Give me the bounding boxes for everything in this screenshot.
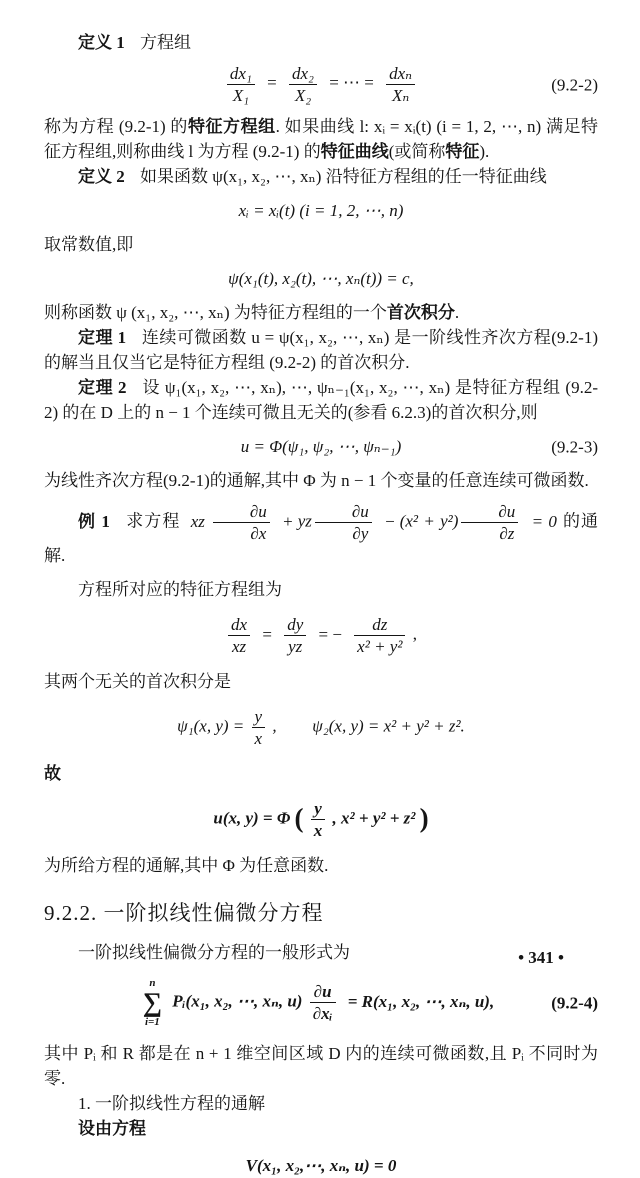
- paragraph-general-solution: 为线性齐次方程(9.2-1)的通解,其中 Φ 为 n − 1 个变量的任意连续可微函数.: [44, 471, 589, 491]
- fraction: $\frac{\text{dx₂}}{\text{X₂}}$: [289, 64, 317, 105]
- fraction: $\frac{dx}{xz}$: [228, 615, 250, 656]
- plus-sign: +: [283, 511, 293, 531]
- equation-9-2-4: n ∑ i=1 Pᵢ(x₁, x₂, ⋯, xₙ, u) $\frac{\partial u}{\text{∂xᵢ}}$ = R(x₁, x₂, ⋯, xₙ, u), (9.2-4): [142, 977, 598, 1029]
- summation-symbol: n ∑ i=1: [142, 977, 163, 1029]
- definition-1-text: 方程组: [140, 33, 192, 52]
- right-paren: ): [419, 803, 429, 834]
- paragraph-constant-value: 取常数值,即: [44, 235, 134, 255]
- equals-sign: =: [262, 624, 272, 644]
- equation-tag: (9.2-2): [551, 75, 598, 95]
- equation-characteristic-fractions: [44, 615, 598, 656]
- theorem-1-text: 连续可微函数 u = ψ(x₁, x₂, ⋯, xₙ) 是一阶线性齐次方程(9.2-1)的解当且仅当它是特征方程组 (9.2-2) 的首次积分.: [44, 328, 599, 373]
- paragraph-general-form: 一阶拟线性偏微分方程的一般形式为: [78, 943, 350, 963]
- fraction: $\frac{y}{x}$: [252, 707, 266, 748]
- definition-2-text: 如果函数 ψ(x₁, x₂, ⋯, xₙ) 沿特征方程组的任一特征曲线: [140, 167, 547, 187]
- fraction: $\frac{dz}{\text{x² + y²}}$: [354, 615, 405, 656]
- equation-tag: (9.2-3): [551, 437, 598, 457]
- page-number: • 341 •: [518, 948, 564, 967]
- theorem-2-label: 定理 2: [78, 378, 127, 398]
- theorem-1: [44, 325, 598, 375]
- fraction: $\frac{\partial u}{\partial y}$: [315, 502, 372, 543]
- term-characteristic: 特征: [445, 142, 480, 162]
- section-heading-9-2-2: 9.2.2. 一阶拟线性偏微分方程: [44, 901, 324, 926]
- fraction: $\frac{\partial u}{\partial x}$: [213, 502, 270, 543]
- paragraph-conditions: 其中 Pᵢ 和 R 都是在 n + 1 维空间区域 D 内的连续可微函数,且 Pᵢ 不同时为零.: [44, 1043, 598, 1088]
- definition-1: [44, 30, 598, 55]
- paragraph-two-integrals: 其两个无关的首次积分是: [44, 672, 231, 692]
- definition-2-label: 定义 2: [78, 167, 125, 187]
- example-1: 例 1 求方程 xz $\frac{\partial u}{\partial x}$ + yz $\frac{\partial u}{\partial y}$ − (x² + y²) $\frac{\partial u}{\partial z}$ = 0 的通解.: [44, 502, 599, 566]
- paragraph-therefore: 故: [44, 764, 61, 784]
- theorem-2-text: 设 ψ₁(x₁, x₂, ⋯, xₙ), ⋯, ψₙ₋₁(x₁, x₂, ⋯, xₙ) 是特征方程组 (9.2-2) 的在 D 上的 n − 1 个连续可微且无关的(参看 6.2.3)的首次积分,则: [44, 378, 598, 423]
- left-paren: (: [294, 803, 304, 834]
- theorem-1-label: 定理 1: [78, 328, 127, 348]
- theorem-2: [44, 375, 598, 425]
- equation-general-solution-u: u(x, y) = Φ ( $\frac{y}{x}$ , x² + y² + z² ): [213, 799, 429, 841]
- sigma-glyph: ∑: [142, 987, 163, 1018]
- fraction: $\frac{dy}{yz}$: [284, 615, 306, 656]
- definition-1-label: 定义 1: [78, 33, 125, 52]
- comma: ,: [412, 624, 417, 644]
- paragraph-suppose: 设由方程: [78, 1118, 146, 1138]
- fraction: $\frac{\partial u}{\text{∂xᵢ}}$: [310, 982, 336, 1023]
- equals-minus: = −: [318, 624, 342, 644]
- list-item-1: 1. 一阶拟线性方程的通解: [78, 1093, 265, 1113]
- fraction: $\frac{\partial u}{\partial z}$: [461, 502, 518, 543]
- paragraph-corresponding-system: 方程所对应的特征方程组为: [78, 580, 282, 600]
- equation-psi-integrals: ψ₁(x, y) = $\frac{y}{x}$ , ψ₂(x, y) = x² + y² + z².: [177, 707, 465, 749]
- fraction: $\frac{y}{x}$: [311, 799, 326, 840]
- fraction: $\frac{\text{dx₁}}{\text{X₁}}$: [227, 64, 255, 105]
- equals-dots: = ⋯ =: [329, 73, 374, 93]
- equals-sign: =: [267, 73, 277, 93]
- definition-2: [44, 164, 598, 189]
- paragraph-characteristic-system: 称为方程 (9.2-1) 的特征方程组. 如果曲线 l: xᵢ = xᵢ(t) (i = 1, 2, ⋯, n) 满足特征方程组,则称曲线 l 为方程 (9.2-1) 的特征曲线(或简称特征).: [44, 117, 599, 162]
- term-characteristic-system: 特征方程组: [187, 117, 276, 137]
- term-first-integral: 首次积分: [386, 303, 455, 323]
- fraction: $\frac{\text{dxₙ}}{\text{Xₙ}}$: [386, 64, 415, 105]
- term-characteristic-curve: 特征曲线: [320, 142, 389, 162]
- paragraph-solution-note: 为所给方程的通解,其中 Φ 为任意函数.: [44, 856, 329, 876]
- minus-sign: −: [385, 511, 395, 531]
- equation-9-2-3: u = Φ(ψ₁, ψ₂, ⋯, ψₙ₋₁) (9.2-3): [44, 434, 598, 459]
- paragraph-first-integral: 则称函数 ψ (x₁, x₂, ⋯, xₙ) 为特征方程组的一个首次积分.: [44, 303, 460, 323]
- equation-v-zero: V(x₁, x₂,⋯, xₙ, u) = 0: [245, 1155, 397, 1175]
- example-1-label: 例 1: [78, 511, 110, 531]
- equation-9-2-2: [44, 64, 598, 105]
- equation-first-integral: ψ(x₁(t), x₂(t), ⋯, xₙ(t)) = c,: [228, 269, 414, 289]
- equation-tag: (9.2-4): [551, 993, 598, 1013]
- equation-characteristic-curve: xᵢ = xᵢ(t) (i = 1, 2, ⋯, n): [238, 201, 404, 221]
